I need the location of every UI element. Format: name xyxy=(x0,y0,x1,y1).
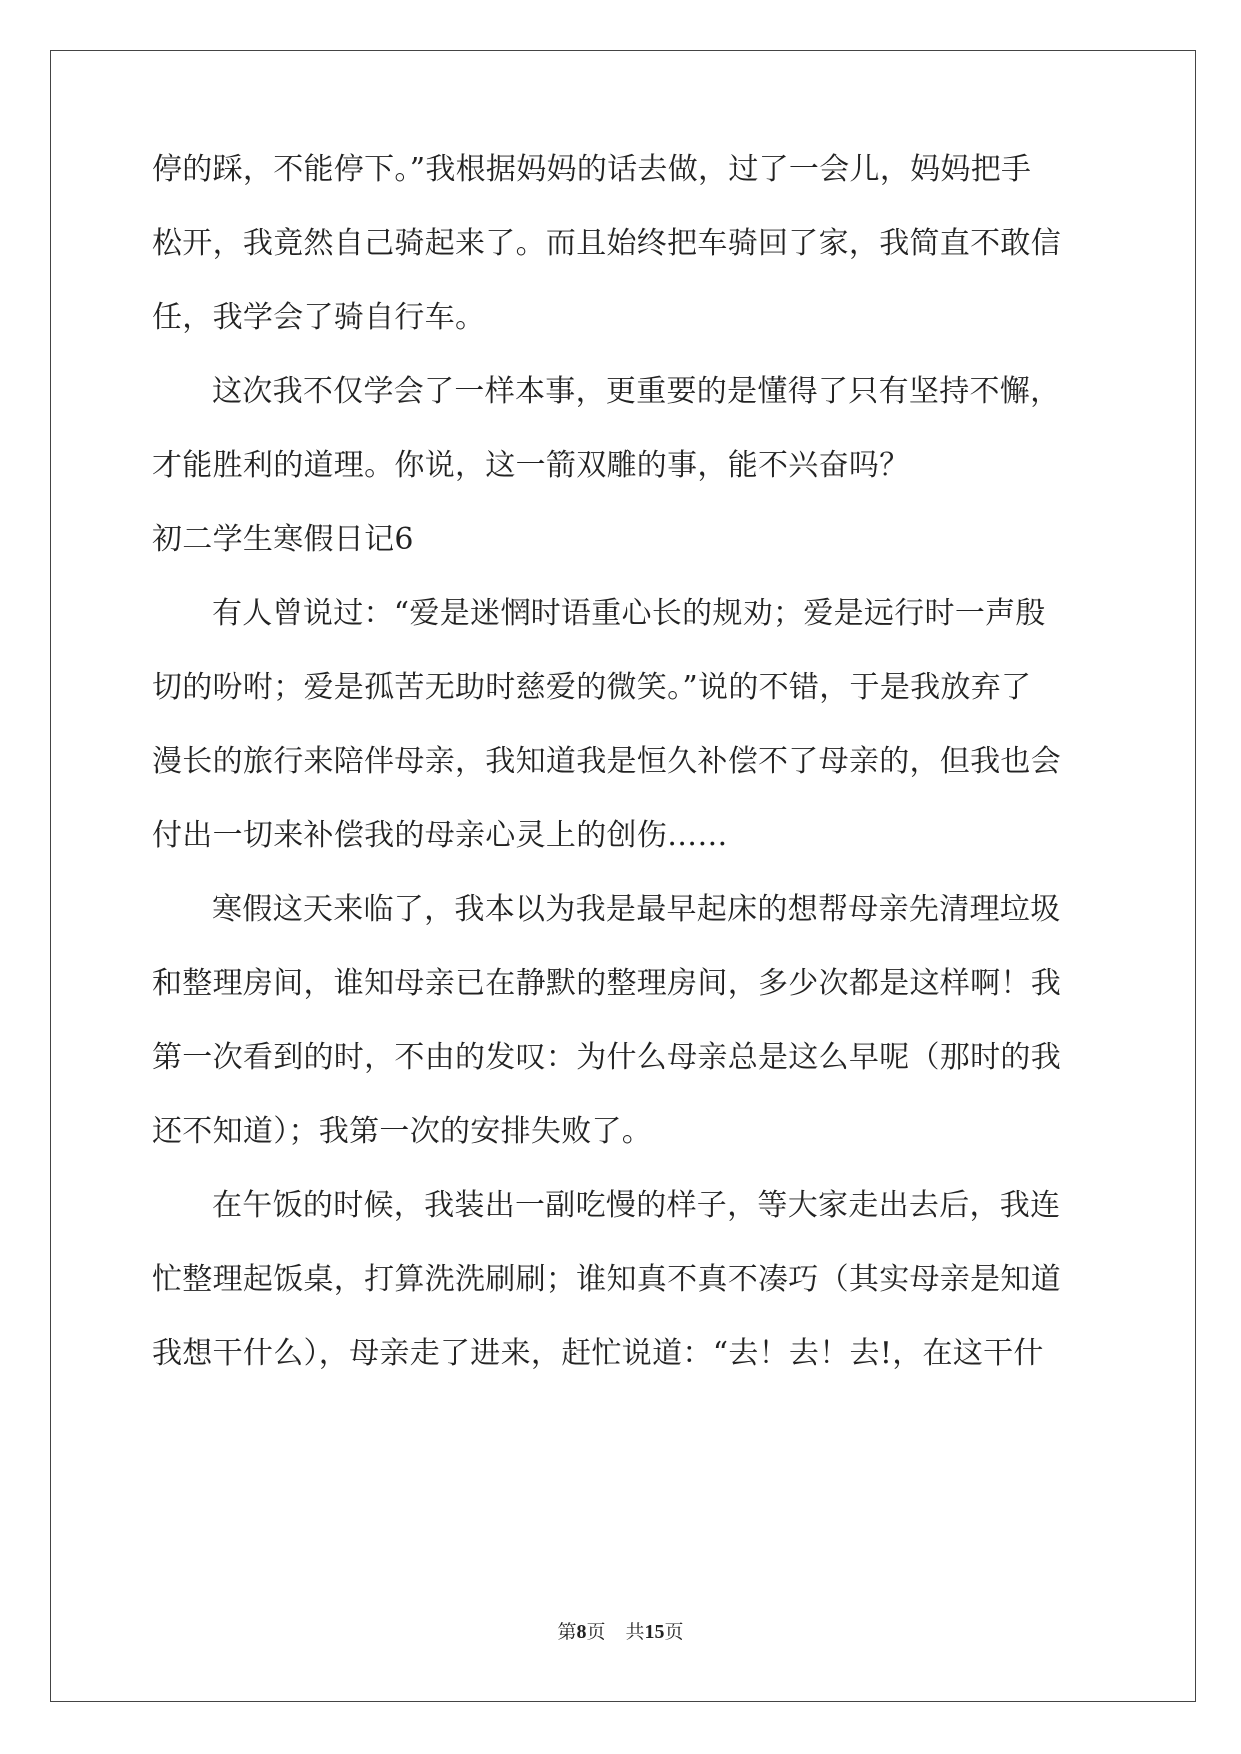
text-line: 漫长的旅行来陪伴母亲，我知道我是恒久补偿不了母亲的，但我也会 xyxy=(152,744,1061,779)
footer-total-suffix: 页 xyxy=(664,1621,684,1643)
text-line: 寒假这天来临了，我本以为我是最早起床的想帮母亲先清理垃圾 xyxy=(212,892,1061,927)
section-heading: 初二学生寒假日记6 xyxy=(152,522,414,557)
text-line: 任，我学会了骑自行车。 xyxy=(152,300,486,335)
text-line: 停的踩，不能停下。”我根据妈妈的话去做，过了一会儿，妈妈把手 xyxy=(152,152,1032,187)
text-line: 付出一切来补偿我的母亲心灵上的创伤…… xyxy=(152,818,728,853)
text-line: 和整理房间，谁知母亲已在静默的整理房间，多少次都是这样啊！我 xyxy=(152,966,1061,1001)
text-line: 这次我不仅学会了一样本事，更重要的是懂得了只有坚持不懈， xyxy=(212,374,1061,409)
text-line: 有人曾说过：“爱是迷惘时语重心长的规劝；爱是远行时一声殷 xyxy=(212,596,1046,631)
text-line: 才能胜利的道理。你说，这一箭双雕的事，能不兴奋吗？ xyxy=(152,448,910,483)
text-line: 切的吩咐；爱是孤苦无助时慈爱的微笑。”说的不错，于是我放弃了 xyxy=(152,670,1032,705)
page-footer xyxy=(0,1620,1241,1644)
text-line: 松开，我竟然自己骑起来了。而且始终把车骑回了家，我简直不敢信 xyxy=(152,226,1061,261)
text-line: 第一次看到的时，不由的发叹：为什么母亲总是这么早呢（那时的我 xyxy=(152,1040,1061,1075)
text-line: 我想干什么），母亲走了进来，赶忙说道：“去！去！去!，在这干什 xyxy=(152,1336,1044,1371)
footer-total-prefix: 共 xyxy=(625,1621,645,1643)
text-line: 还不知道）；我第一次的安排失败了。 xyxy=(152,1114,653,1149)
current-page-number: 8 xyxy=(576,1621,587,1643)
footer-page-suffix: 页 xyxy=(586,1621,606,1643)
text-line: 在午饭的时候，我装出一副吃慢的样子，等大家走出去后，我连 xyxy=(212,1188,1061,1223)
total-page-number: 15 xyxy=(644,1621,665,1643)
footer-prefix: 第 xyxy=(557,1621,577,1643)
text-line: 忙整理起饭桌，打算洗洗刷刷；谁知真不真不凑巧（其实母亲是知道 xyxy=(152,1262,1061,1297)
